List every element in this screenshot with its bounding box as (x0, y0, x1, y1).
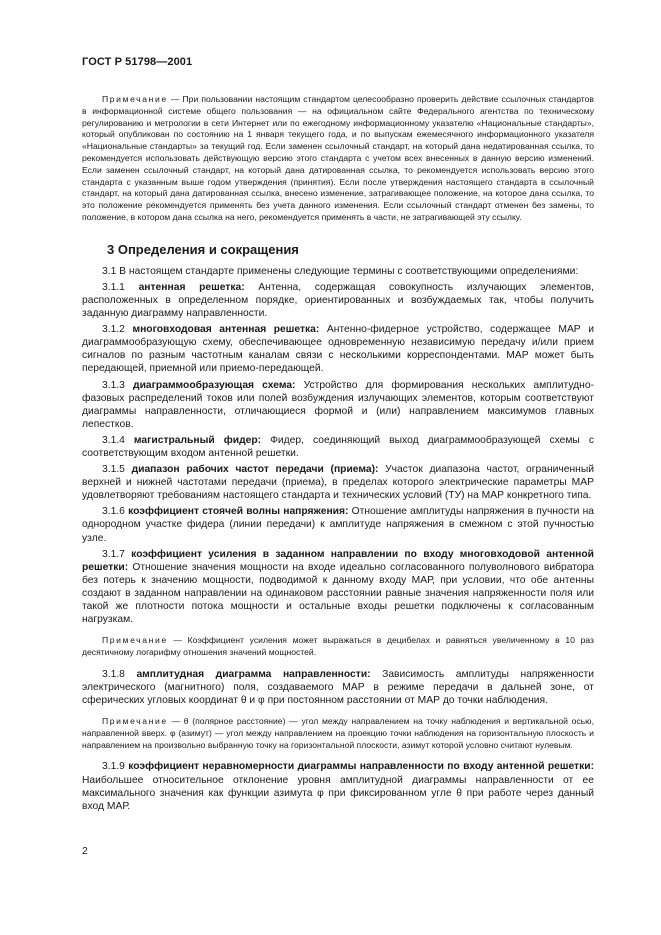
term-number: 3.1.5 (102, 464, 132, 476)
term-definition: Антенна, содержащая совокупность излучающих элементов, расположенных в определенном порядке, ориентированных и возбуждаемых так, чтобы получить заданную диаграмму направленности. (82, 281, 595, 320)
note-text: — При пользовании настоящим стандартом целесообразно проверить действие ссылочных стандартов в информационной системе общего пользования — на официальном сайте Федерального агентства по техническому регулированию и метрологии в сети Интернет или по ежегодному информационному указателю «Национальные стандарты», который опубликован по состоянию на 1 января текущего года, и по выпускам ежемесячного информационного указателя «Национальные стандарты» за текущий год. Если заменен ссылочный стандарт, на который дана недатированная ссылка, то рекомендуется использовать действующую версию этого стандарта с учетом всех внесенных в данную версию изменений. Если заменен ссылочный стандарт, на который дана датированная ссылка, то рекомендуется использовать версию этого стандарта с указанным выше годом утверждения (принятия). Если после утверждения настоящего стандарта в ссылочный стандарт, на который дана датированная ссылка, внесено изменение, затрагивающее положение, на которое дана ссылка, то это положение рекомендуется применять без учета данного изменения. Если ссылочный стандарт отменен без замены, то положение, в котором дана ссылка на него, рекомендуется применять в части, не затрагивающей эту ссылку. (82, 94, 594, 222)
note-text: — Коэффициент усиления может выражаться в децибелах и равняться увеличенному в 10 раз десятичному логарифму отношения значений мощностей. (82, 635, 594, 657)
term-3-1-6 (82, 505, 594, 544)
term-3-1-2 (82, 323, 594, 375)
term-name: коэффициент стоячей волны напряжения: (128, 506, 349, 518)
section-title: 3 Определения и сокращения (107, 241, 299, 257)
document-body (82, 94, 594, 813)
term-3-1-8 (82, 668, 594, 707)
term-name: коэффициент неравномерности диаграммы направленности по входу антенной решетки: (128, 761, 594, 773)
term-definition: Отношение амплитуды напряжения в пучности на однородном участке фидера (линии передачи) к амплитуде напряжения в смежном с этой пучностью узле. (82, 506, 594, 544)
term-3-1-1 (82, 281, 594, 320)
term-3-1-9 (82, 760, 594, 812)
paragraph-3-1: 3.1 В настоящем стандарте применены следующие термины с соответствующими определениями: (102, 265, 579, 277)
term-name: амплитудная диаграмма направленности: (136, 668, 371, 680)
term-definition: Зависимость амплитуды напряженности электрического (магнитного) поля, создаваемого МАР в режиме передачи в дальней зоне, от сферических угловых координат θ и φ при постоянном расстоянии от МАР до точки наблюдения. (82, 668, 594, 706)
note-text: — θ (полярное расстояние) — угол между направлением на точку наблюдения и вертикальной осью, направленной вверх. φ (азимут) — угол между направлением на проекцию точки наблюдения на горизонтальную плоскость и направлением на произвольно выбранную точку на горизонтальной плоскости, азимут которой условно считают нулевым. (82, 716, 594, 750)
note-angles (82, 716, 594, 751)
term-3-1-3 (82, 379, 594, 431)
note-gain (82, 635, 594, 659)
note-label: Примечание (102, 716, 168, 727)
term-definition: Отношение значения мощности на входе идеально согласованного полуволнового вибратора без потерь к значению мощности, подводимой к данному входу МАР, при условии, что обе антенны создают в заданном направлении на одинаковом расстоянии равные значения напряженности поля или такой же плотности потока мощности и остальные входы решетки подключены к согласованным нагрузкам. (82, 561, 594, 626)
term-number: 3.1.8 (102, 668, 137, 680)
note-label: Примечание (102, 94, 168, 104)
term-name: многовходовая антенная решетка: (132, 324, 320, 336)
term-definition: Устройство для формирования нескольких амплитудно-фазовых распределений токов или полей возбуждения излучающих элементов, которым соответствуют диаграммы направленности, отличающиеся формой и (или) направлением максимумов главных лепестков. (82, 379, 594, 430)
note-label: Примечание (102, 635, 168, 646)
term-name: коэффициент усиления в заданном направлении по входу многовходовой антенной решетки: (82, 548, 594, 573)
standard-code-header: ГОСТ Р 51798—2001 (82, 56, 193, 68)
note-references (82, 94, 594, 224)
term-name: магистральный фидер: (133, 434, 262, 446)
term-3-1-5 (82, 463, 594, 502)
term-name: диаграммообразующая схема: (133, 379, 296, 391)
term-number: 3.1.2 (102, 324, 133, 336)
term-definition: Антенно-фидерное устройство, содержащее МАР и диаграммообразующую схему, обеспечивающее одновременную независимую передачу и/или прием сигналов по разным частотным каналам связи с несколькими корреспондентами. МАР может быть передающей, приемной или приемо-передающей. (82, 324, 594, 375)
term-number: 3.1.3 (102, 379, 134, 391)
term-3-1-4 (82, 434, 594, 460)
term-definition: Фидер, соединяющий выход диаграммообразующей схемы с соответствующим входом антенной решетки. (82, 434, 594, 459)
term-number: 3.1.9 (102, 761, 129, 773)
term-3-1-7 (82, 548, 594, 627)
term-definition: Наибольшее относительное отклонение уровня амплитудной диаграммы направленности от ее максимального значения как функции азимута φ при фиксированном угле θ при работе через данный вход МАР. (82, 774, 594, 812)
term-name: диапазон рабочих частот передачи (приема): (131, 464, 379, 476)
term-name: антенная решетка: (138, 281, 245, 293)
term-number: 3.1.4 (102, 434, 134, 446)
term-number: 3.1.7 (102, 548, 132, 560)
term-number: 3.1.1 (102, 281, 139, 293)
page-number: 2 (82, 845, 88, 857)
term-definition: Участок диапазона частот, ограниченный верхней и нижней частотами передачи (приема), в пределах которого электрические параметры МАР удовлетворяют требованиям настоящего стандарта и технических условий (ТУ) на МАР конкретного типа. (82, 464, 594, 502)
term-number: 3.1.6 (102, 506, 129, 518)
